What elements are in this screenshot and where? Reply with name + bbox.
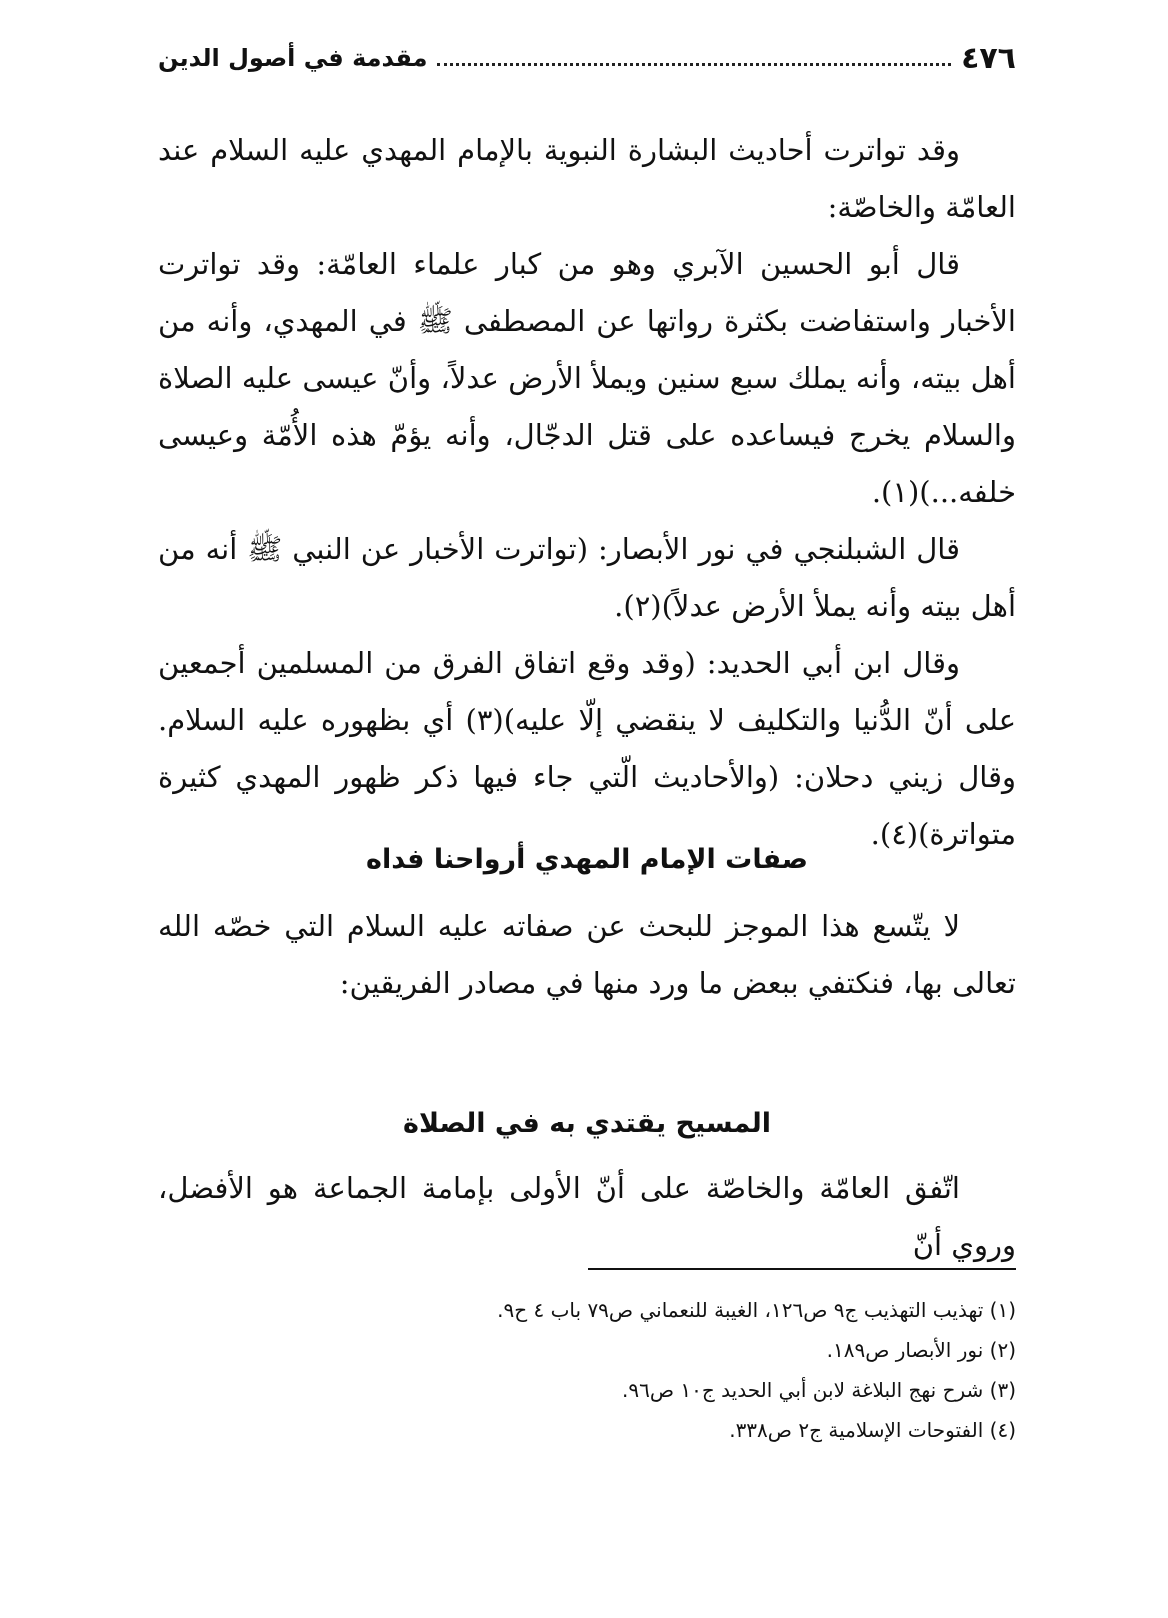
section-heading-1: صفات الإمام المهدي أرواحنا فداه — [366, 844, 808, 875]
main-text-block — [158, 122, 1016, 863]
page-number: ٤٧٦ — [961, 40, 1016, 76]
footnote-1: (١) تهذيب التهذيب ج٩ ص١٢٦، الغيبة للنعماني ص٧٩ باب ٤ ح٩. — [497, 1298, 1016, 1322]
running-header — [158, 38, 1016, 78]
header-leader-dots — [437, 63, 951, 66]
section-block-2 — [158, 1100, 1016, 1274]
paragraph-5: لا يتّسع هذا الموجز للبحث عن صفاته عليه السلام التي خصّه الله تعالى بها، فنكتفي ببعض ما ورد منها في مصادر الفريقين: — [158, 909, 1016, 1000]
footnote-separator — [588, 1268, 1016, 1270]
section-block-1 — [158, 836, 1016, 1012]
section-heading-2: المسيح يقتدي به في الصلاة — [403, 1108, 771, 1139]
paragraph-1: وقد تواترت أحاديث البشارة النبوية بالإمام المهدي عليه السلام عند العامّة والخاصّة: — [158, 133, 1016, 224]
footnote-3: (٣) شرح نهج البلاغة لابن أبي الحديد ج١٠ ص٩٦. — [622, 1378, 1016, 1402]
paragraph-2: قال أبو الحسين الآبري وهو من كبار علماء العامّة: وقد تواترت الأخبار واستفاضت بكثرة رواتها عن المصطفى ﷺ في المهدي، وأنه من أهل بيته، وأنه يملك سبع سنين ويملأ الأرض عدلاً، وأنّ عيسى عليه الصلاة والسلام يخرج فيساعده على قتل الدجّال، وأنه يؤمّ هذه الأُمّة وعيسى خلفه...)(١). — [158, 247, 1016, 509]
paragraph-3: قال الشبلنجي في نور الأبصار: (تواترت الأخبار عن النبي ﷺ أنه من أهل بيته وأنه يملأ الأرض عدلاً)(٢). — [158, 532, 1016, 623]
paragraph-4: وقال ابن أبي الحديد: (وقد وقع اتفاق الفرق من المسلمين أجمعين على أنّ الدُّنيا والتكليف لا ينقضي إلّا عليه)(٣) أي بظهوره عليه السلام. وقال زيني دحلان: (والأحاديث الّتي جاء فيها ذكر ظهور المهدي كثيرة متواترة)(٤). — [158, 646, 1016, 851]
book-title: مقدمة في أصول الدين — [158, 44, 428, 72]
footnote-2: (٢) نور الأبصار ص١٨٩. — [826, 1338, 1016, 1362]
footnotes — [158, 1290, 1016, 1450]
footnote-4: (٤) الفتوحات الإسلامية ج٢ ص٣٣٨. — [729, 1418, 1016, 1442]
paragraph-6: اتّفق العامّة والخاصّة على أنّ الأولى بإمامة الجماعة هو الأفضل، وروي أنّ — [158, 1171, 1016, 1262]
